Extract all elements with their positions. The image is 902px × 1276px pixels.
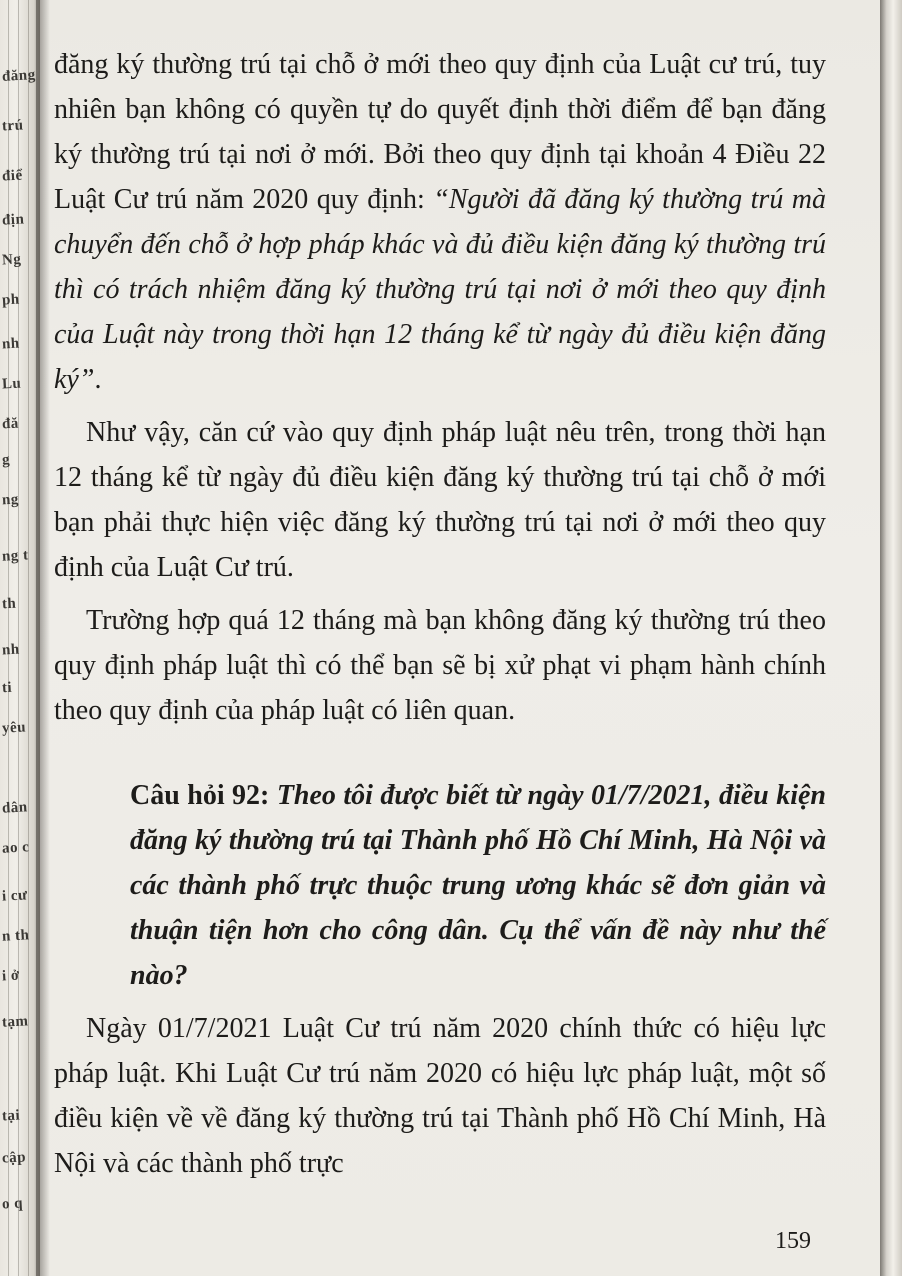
question-text: Theo tôi được biết từ ngày 01/7/2021, điều kiện đăng ký thường trú tại Thành phố Hồ Chí Minh, Hà Nội và các thành phố trực thuộc trung ương khác sẽ đơn giản và thuận tiện hơn cho công dân. Cụ thể vấn đề này như thế nào? bbox=[130, 780, 826, 991]
paragraph-2: Như vậy, căn cứ vào quy định pháp luật nêu trên, trong thời hạn 12 tháng kể từ ngày đủ điều kiện đăng ký thường trú tại chỗ ở mới bạn phải thực hiện việc đăng ký thường trú tại nơi ở mới theo quy định của Luật Cư trú. bbox=[54, 417, 826, 583]
page-body bbox=[54, 42, 826, 1186]
margin-fragment: ti bbox=[1, 679, 13, 697]
margin-fragment: i cư bbox=[1, 887, 28, 905]
margin-fragment: điể bbox=[1, 167, 24, 185]
paragraph-1-lead: đăng ký thường trú tại chỗ ở mới theo quy định của Luật cư trú, tuy nhiên bạn không có quyền tự do quyết định thời điểm để bạn đăng ký thường trú tại nơi ở mới. Bởi theo quy định tại khoản 4 Điều 22 Luật Cư trú năm 2020 quy định: bbox=[54, 49, 826, 215]
margin-fragment: đă bbox=[1, 415, 20, 433]
margin-fragment: yêu bbox=[1, 719, 27, 737]
law-quote: “Người đã đăng ký thường trú mà chuyển đến chỗ ở hợp pháp khác và đủ điều kiện đăng ký thường trú thì có trách nhiệm đăng ký thường trú tại nơi ở mới theo quy định của Luật này trong thời hạn 12 tháng kể từ ngày đủ điều kiện đăng ký” bbox=[54, 184, 826, 395]
margin-fragment: o q bbox=[1, 1195, 24, 1213]
margin-fragment: cập bbox=[1, 1149, 27, 1167]
book-block-edge bbox=[880, 0, 902, 1276]
page-number: 159 bbox=[775, 1228, 811, 1254]
margin-fragment: ng bbox=[1, 491, 20, 509]
margin-fragment: đăng bbox=[1, 67, 37, 85]
margin-fragment: Ng bbox=[1, 251, 22, 269]
page-edge-line bbox=[28, 0, 29, 1276]
margin-fragment: Lu bbox=[1, 375, 22, 393]
margin-fragment: nh bbox=[1, 641, 21, 659]
margin-fragment: ph bbox=[1, 291, 21, 309]
paragraph-1 bbox=[54, 42, 826, 402]
margin-fragment: tại bbox=[1, 1107, 21, 1125]
previous-pages-edge bbox=[0, 0, 40, 1276]
page-edge-line bbox=[8, 0, 9, 1276]
paragraph-4: Ngày 01/7/2021 Luật Cư trú năm 2020 chính thức có hiệu lực pháp luật. Khi Luật Cư trú năm 2020 có hiệu lực pháp luật, một số điều kiện về về đăng ký thường trú tại Thành phố Hồ Chí Minh, Hà Nội và các thành phố trực bbox=[54, 1013, 826, 1179]
book-page bbox=[40, 0, 880, 1276]
page-edge-line bbox=[18, 0, 19, 1276]
margin-fragment: g bbox=[1, 451, 11, 469]
margin-fragment: nh bbox=[1, 335, 21, 353]
margin-fragment: ng t bbox=[1, 547, 29, 565]
paragraph-3: Trường hợp quá 12 tháng mà bạn không đăng ký thường trú theo quy định pháp luật thì có thể bạn sẽ bị xử phạt vi phạm hành chính theo quy định của pháp luật có liên quan. bbox=[54, 605, 826, 726]
margin-fragment: ao c bbox=[1, 839, 30, 857]
gutter-shadow bbox=[36, 0, 50, 1276]
margin-fragment: th bbox=[1, 595, 17, 613]
margin-fragment: địn bbox=[1, 211, 25, 229]
question-heading bbox=[54, 773, 826, 998]
margin-fragment: trú bbox=[1, 117, 24, 135]
margin-fragment: tạm bbox=[1, 1013, 29, 1031]
margin-fragment: dân bbox=[1, 799, 29, 817]
question-label: Câu hỏi 92: bbox=[130, 780, 277, 811]
margin-fragment: n th bbox=[1, 927, 30, 945]
paragraph-1-end: . bbox=[94, 364, 102, 395]
margin-fragment: i ở bbox=[1, 967, 21, 985]
